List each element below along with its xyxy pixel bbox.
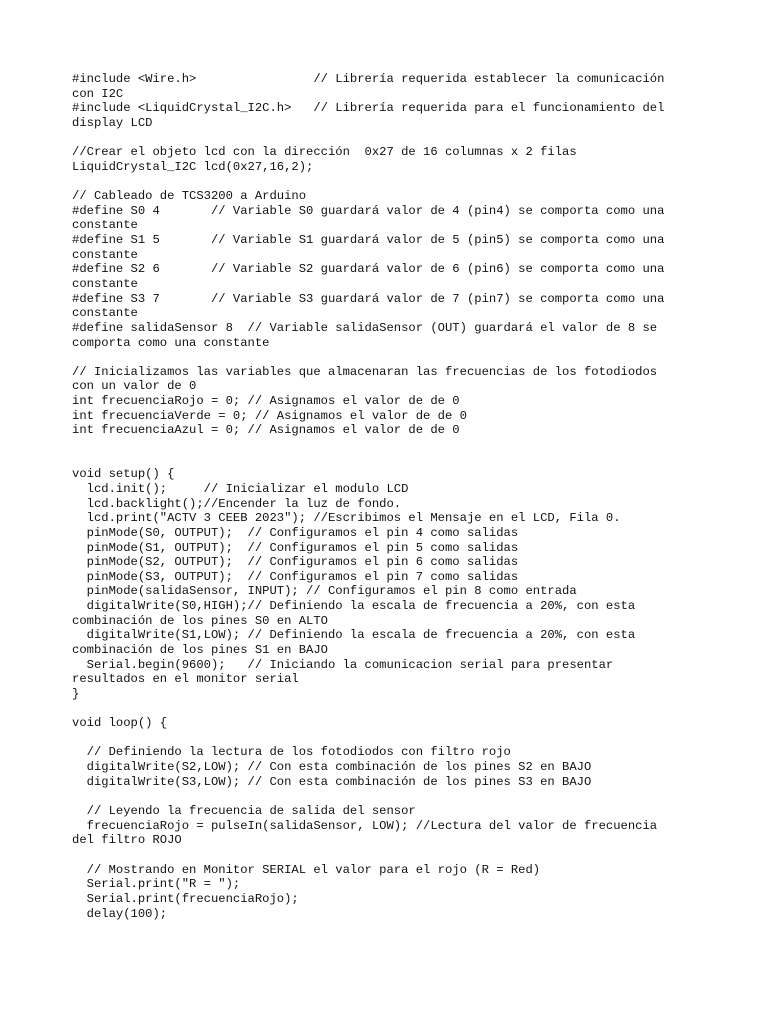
code-line: // Mostrando en Monitor SERIAL el valor para el rojo (R = Red) <box>72 862 541 877</box>
code-line: Serial.print(frecuenciaRojo); <box>72 891 299 906</box>
code-line: combinación de los pines S1 en BAJO <box>72 642 328 657</box>
code-line: pinMode(salidaSensor, INPUT); // Configuramos el pin 8 como entrada <box>72 584 577 599</box>
code-line: // Definiendo la lectura de los fotodiodos con filtro rojo <box>72 745 511 760</box>
code-line: Serial.begin(9600); // Iniciando la comunicacion serial para presentar <box>72 657 614 672</box>
code-line: pinMode(S0, OUTPUT); // Configuramos el pin 4 como salidas <box>72 525 519 540</box>
code-line: int frecuenciaAzul = 0; // Asignamos el valor de de 0 <box>72 423 460 438</box>
code-line: digitalWrite(S1,LOW); // Definiendo la escala de frecuencia a 20%, con esta <box>72 628 636 643</box>
code-line: frecuenciaRojo = pulseIn(salidaSensor, LOW); //Lectura del valor de frecuencia <box>72 818 658 833</box>
code-line: digitalWrite(S2,LOW); // Con esta combinación de los pines S2 en BAJO <box>72 760 592 775</box>
code-line: con un valor de 0 <box>72 379 197 394</box>
code-line <box>72 789 696 804</box>
code-line: con I2C <box>72 86 124 101</box>
code-line: #include <Wire.h> // Librería requerida establecer la comunicación <box>72 72 665 86</box>
code-line: constante <box>72 218 138 233</box>
code-line: digitalWrite(S0,HIGH);// Definiendo la escala de frecuencia a 20%, con esta <box>72 599 636 614</box>
code-line: constante <box>72 306 138 321</box>
code-line: // Leyendo la frecuencia de salida del sensor <box>72 804 416 819</box>
code-line <box>72 453 696 468</box>
code-line: pinMode(S3, OUTPUT); // Configuramos el pin 7 como salidas <box>72 569 519 584</box>
code-line: lcd.print("ACTV 3 CEEB 2023"); //Escribimos el Mensaje en el LCD, Fila 0. <box>72 511 621 526</box>
code-line: constante <box>72 276 138 291</box>
code-line: lcd.init(); // Inicializar el modulo LCD <box>72 481 409 496</box>
code-line: //Crear el objeto lcd con la dirección 0x27 de 16 columnas x 2 filas <box>72 145 577 160</box>
code-line: LiquidCrystal_I2C lcd(0x27,16,2); <box>72 159 314 174</box>
code-line: pinMode(S2, OUTPUT); // Configuramos el pin 6 como salidas <box>72 555 519 570</box>
code-line <box>72 702 696 717</box>
code-line: #define S0 4 // Variable S0 guardará valor de 4 (pin4) se comporta como una <box>72 203 665 218</box>
code-line: comporta como una constante <box>72 335 270 350</box>
code-line: Serial.print("R = "); <box>72 877 241 892</box>
code-line: #define S1 5 // Variable S1 guardará valor de 5 (pin5) se comporta como una <box>72 233 665 248</box>
code-line <box>72 350 696 365</box>
code-line: void loop() { <box>72 716 168 731</box>
code-line: // Cableado de TCS3200 a Arduino <box>72 189 307 204</box>
code-listing <box>72 72 696 921</box>
code-line: pinMode(S1, OUTPUT); // Configuramos el pin 5 como salidas <box>72 540 519 555</box>
code-line: int frecuenciaRojo = 0; // Asignamos el valor de de 0 <box>72 394 460 409</box>
code-line: void setup() { <box>72 467 175 482</box>
code-line: int frecuenciaVerde = 0; // Asignamos el valor de de 0 <box>72 408 467 423</box>
code-line: constante <box>72 247 138 262</box>
code-line: // Inicializamos las variables que almacenaran las frecuencias de los fotodiodos <box>72 364 658 379</box>
code-line: } <box>72 686 80 701</box>
code-line: display LCD <box>72 115 153 130</box>
code-line <box>72 731 696 746</box>
code-line: #define S2 6 // Variable S2 guardará valor de 6 (pin6) se comporta como una <box>72 262 665 277</box>
code-line: #include <LiquidCrystal_I2C.h> // Librería requerida para el funcionamiento del <box>72 101 665 116</box>
code-line <box>72 131 696 146</box>
code-line: combinación de los pines S0 en ALTO <box>72 613 328 628</box>
code-line <box>72 438 696 453</box>
code-line: digitalWrite(S3,LOW); // Con esta combinación de los pines S3 en BAJO <box>72 774 592 789</box>
code-line: del filtro ROJO <box>72 833 182 848</box>
code-line <box>72 174 696 189</box>
code-line: lcd.backlight();//Encender la luz de fondo. <box>72 496 402 511</box>
code-line: resultados en el monitor serial <box>72 672 299 687</box>
code-line: #define S3 7 // Variable S3 guardará valor de 7 (pin7) se comporta como una <box>72 291 665 306</box>
code-line: delay(100); <box>72 906 168 921</box>
code-line: #define salidaSensor 8 // Variable salidaSensor (OUT) guardará el valor de 8 se <box>72 320 658 335</box>
code-line <box>72 848 696 863</box>
